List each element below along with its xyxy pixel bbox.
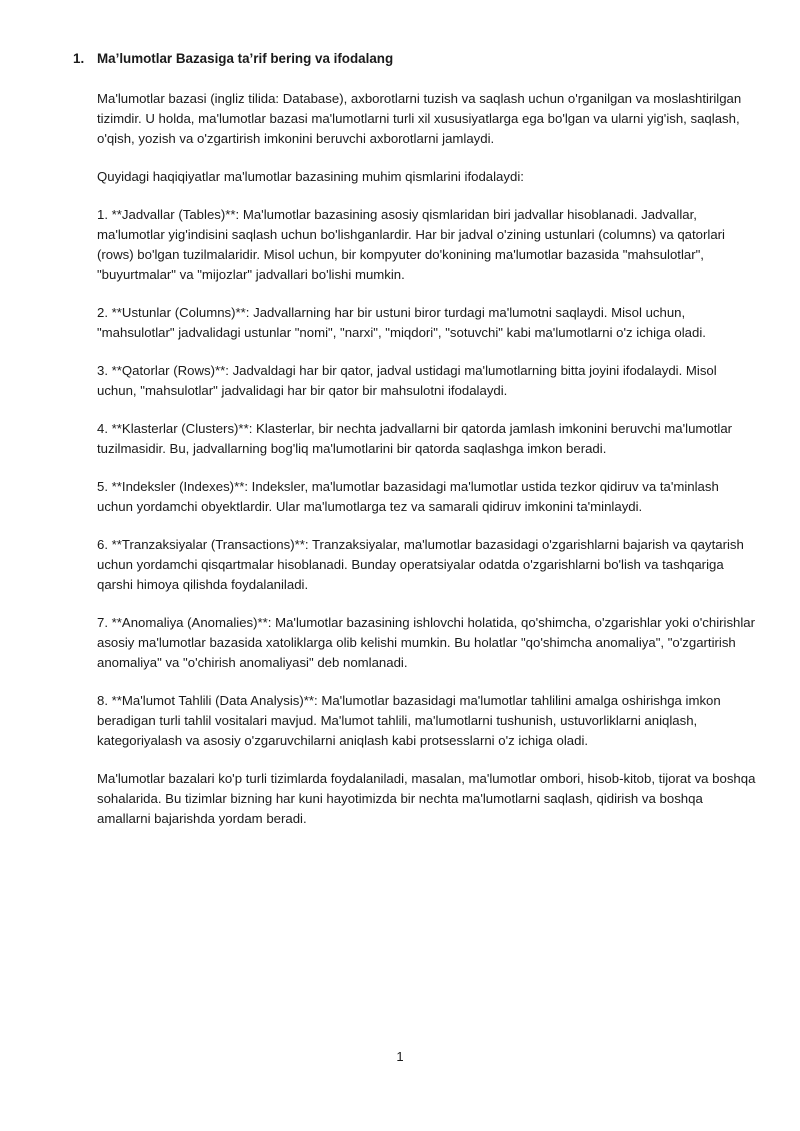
list-item-clusters: 4. **Klasterlar (Clusters)**: Klasterlar, bir nechta jadvallarni bir qatorda jamlash imkonini beruvchi ma'lumotlar tuzilmasidir. Bu, jadvallarning bog'liq ma'lumotlarini bir qatorda saqlashga imkon beradi. (97, 421, 733, 456)
intro-paragraph: Ma'lumotlar bazasi (ingliz tilida: Database), axborotlarni tuzish va saqlash uchun o'rganilgan va moslashtirilgan tizimdir. U holda, ma'lumotlar bazasi ma'lumotlarni turli xil xususiyatlarga ega bo'lgan va ularni yig'ish, saqlash, o'qish, yozish va o'zgartirish imkonini beruvchi axborotlarni jamlaydi. (97, 91, 742, 146)
list-item-transactions: 6. **Tranzaksiyalar (Transactions)**: Tranzaksiyalar, ma'lumotlar bazasidagi o'zgarishlarni bajarish va qaytarish uchun yordamchi qisqartmalar hisoblanadi. Bunday operatsiyalar odatda o'zgarishlarni bo'lish va tashqariga qarshi himoya qilishda foydalaniladi. (97, 537, 744, 592)
list-item-anomalies: 7. **Anomaliya (Anomalies)**: Ma'lumotlar bazasining ishlovchi holatida, qo'shimcha, o'zgarishlar yoki o'chirishlar asosiy ma'lumotlar bazasida xatoliklarga olib kelishi mumkin. Bu holatlar "qo'shimcha anomaliya", "o'zgartirish anomaliya" va "o'chirish anomaliyasi" deb nomlanadi. (97, 615, 756, 670)
closing-paragraph: Ma'lumotlar bazalari ko'p turli tizimlarda foydalaniladi, masalan, ma'lumotlar ombori, hisob-kitob, tijorat va boshqa sohalarida. Bu tizimlar bizning har kuni hayotimizda bir nechta ma'lumotlarni saqlash, qidirish va boshqa amallarni bajarishda yordam beradi. (97, 771, 756, 826)
lead-paragraph: Quyidagi haqiqiyatlar ma'lumotlar bazasining muhim qismlarini ifodalaydi: (97, 169, 524, 184)
list-item-indexes: 5. **Indeksler (Indexes)**: Indeksler, ma'lumotlar bazasidagi ma'lumotlar ustida tezkor qidiruv va ta'minlash uchun yordamchi obyektlardir. Ular ma'lumotlarga tez va samarali qidiruv imkonini ta'minlaydi. (97, 479, 719, 514)
heading-number: 1. (73, 51, 85, 66)
list-item-data-analysis: 8. **Ma'lumot Tahlili (Data Analysis)**: Ma'lumotlar bazasidagi ma'lumotlar tahlilini amalga oshirishga imkon beradigan turli tahlil vositalari mavjud. Ma'lumot tahlili, ma'lumotlarni tushunish, ustuvorliklarni aniqlash, kategoriyalash va asosiy o'zgaruvchilarni aniqlash kabi protsesslarni o'z ichiga oladi. (97, 693, 721, 748)
list-item-rows: 3. **Qatorlar (Rows)**: Jadvaldagi har bir qator, jadval ustidagi ma'lumotlarning bitta joyini ifodalaydi. Misol uchun, "mahsulotlar" jadvalidagi har bir qator bir mahsulotni ifodalaydi. (97, 363, 717, 398)
body-text (97, 89, 757, 847)
list-item-columns: 2. **Ustunlar (Columns)**: Jadvallarning har bir ustuni biror turdagi ma'lumotni saqlaydi. Misol uchun, "mahsulotlar" jadvalidagi ustunlar "nomi", "narxi", "miqdori", "sotuvchi" kabi ma'lumotlarni o'z ichiga oladi. (97, 305, 706, 340)
section-heading (73, 50, 733, 68)
page-number: 1 (396, 1049, 404, 1064)
list-item-tables: 1. **Jadvallar (Tables)**: Ma'lumotlar bazasining asosiy qismlaridan biri jadvallar hisoblanadi. Jadvallar, ma'lumotlar yig'indisini saqlash uchun bo'lishganlardir. Har bir jadval o'zining ustunlari (columns) va qatorlari (rows) bo'lgan tuzilmalaridir. Misol uchun, bir kompyuter do'konining ma'lumotlar bazasida "mahsulotlar", "buyurtmalar" va "mijozlar" jadvallari bo'lishi mumkin. (97, 207, 725, 282)
heading-title: Ma’lumotlar Bazasiga ta’rif bering va ifodalang (97, 51, 394, 66)
